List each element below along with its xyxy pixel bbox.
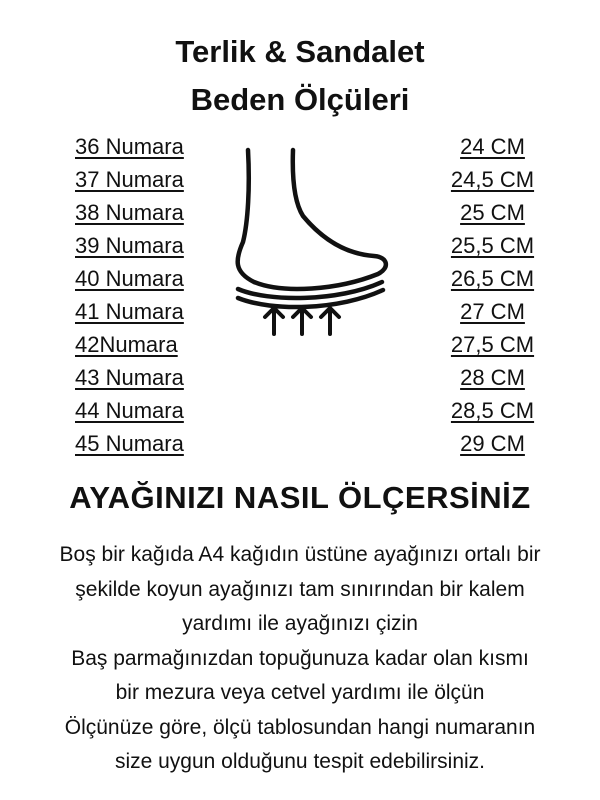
instruction-line: Baş parmağınızdan topuğunuza kadar olan kısmı	[71, 646, 529, 670]
size-cm: 29 CM	[460, 431, 525, 456]
size-number: 39 Numara	[75, 233, 184, 258]
size-row	[0, 427, 600, 460]
size-cm: 28 CM	[460, 365, 525, 390]
size-number: 42Numara	[75, 332, 178, 357]
size-row	[0, 394, 600, 427]
size-cm: 25 CM	[460, 200, 525, 225]
size-number: 45 Numara	[75, 431, 184, 456]
size-number: 41 Numara	[75, 299, 184, 324]
howto-heading: AYAĞINIZI NASIL ÖLÇERSİNİZ	[69, 480, 531, 515]
size-cm: 27 CM	[460, 299, 525, 324]
size-number: 44 Numara	[75, 398, 184, 423]
size-cm: 27,5 CM	[450, 332, 535, 357]
size-cm: 24,5 CM	[450, 167, 535, 192]
size-number: 38 Numara	[75, 200, 184, 225]
size-cm: 24 CM	[460, 134, 525, 159]
size-row	[0, 361, 600, 394]
size-number: 40 Numara	[75, 266, 184, 291]
instruction-line: size uygun olduğunu tespit edebilirsiniz.	[114, 750, 486, 773]
page-title-line-2: Beden Ölçüleri	[190, 82, 410, 117]
howto-instructions	[0, 538, 600, 780]
instruction-line: şekilde koyun ayağınızı tam sınırından bir kalem	[75, 577, 525, 601]
foot-outline	[238, 150, 386, 289]
foot-measure-icon	[228, 142, 398, 347]
size-number: 36 Numara	[75, 134, 184, 159]
instruction-line: bir mezura veya cetvel yardımı ile ölçün	[115, 681, 485, 704]
size-number: 43 Numara	[75, 365, 184, 390]
size-cm: 25,5 CM	[450, 233, 535, 258]
up-arrows-icon	[265, 308, 339, 334]
instruction-line: Boş bir kağıda A4 kağıdın üstüne ayağınızı ortalı bir	[59, 543, 541, 566]
size-cm: 26,5 CM	[450, 266, 535, 291]
instruction-line: Ölçünüze göre, ölçü tablosundan hangi numaranın	[64, 715, 536, 739]
size-cm: 28,5 CM	[450, 398, 535, 423]
instruction-line: yardımı ile ayağınızı çizin	[182, 612, 418, 635]
size-number: 37 Numara	[75, 167, 184, 192]
page-title-line-1: Terlik & Sandalet	[175, 34, 425, 69]
